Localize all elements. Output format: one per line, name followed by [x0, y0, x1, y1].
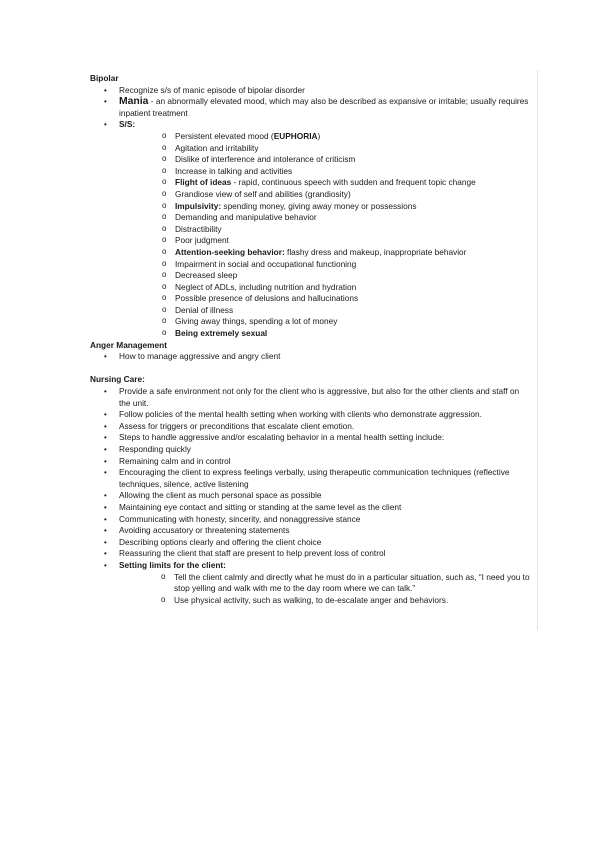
- list-item: • Mania - an abnormally elevated mood, which may also be described as expansive or irritable; usually requires inpatient treatment: [104, 96, 529, 118]
- circle-bullet-icon: o: [162, 223, 167, 233]
- list-item: o Impulsivity: spending money, giving away money or possessions: [162, 200, 417, 211]
- list-item: o Increase in talking and activities: [162, 165, 293, 176]
- bullet-icon: •: [104, 502, 107, 512]
- list-item: o Persistent elevated mood (EUPHORIA): [162, 130, 321, 141]
- list-item: • Maintaining eye contact and sitting or standing at the same level as the client: [104, 501, 402, 512]
- circle-bullet-icon: o: [162, 246, 167, 256]
- bullet-icon: •: [104, 445, 107, 454]
- list-item: o Attention-seeking behavior: flashy dress and makeup, inappropriate behavior: [162, 246, 467, 257]
- bullet-icon: •: [104, 85, 107, 95]
- document-content: [90, 73, 530, 606]
- list-item: • Avoiding accusatory or threatening statements: [104, 525, 290, 536]
- bullet-icon: •: [104, 514, 107, 524]
- list-item: o Demanding and manipulative behavior: [162, 212, 317, 223]
- bullet-icon: •: [104, 456, 107, 466]
- circle-bullet-icon: o: [162, 328, 167, 338]
- bullet-icon: •: [104, 549, 107, 559]
- circle-bullet-icon: o: [162, 281, 167, 291]
- list-item: o Impairment in social and occupational functioning: [162, 258, 357, 269]
- circle-bullet-icon: o: [162, 212, 167, 222]
- circle-bullet-icon: o: [161, 594, 166, 604]
- list-item: o Possible presence of delusions and hallucinations: [162, 293, 359, 304]
- bipolar-list: [90, 85, 530, 340]
- setting-limits-label: Setting limits for the client:: [119, 559, 226, 570]
- list-item: • Recognize s/s of manic episode of bipolar disorder: [104, 84, 305, 95]
- setting-limits-list: [119, 572, 530, 607]
- circle-bullet-icon: o: [162, 200, 167, 210]
- list-item: • How to manage aggressive and angry client: [104, 351, 281, 362]
- list-item: • Communicating with honesty, sincerity, and nonaggressive stance: [104, 513, 361, 524]
- list-item: • Reassuring the client that staff are present to help prevent loss of control: [104, 548, 386, 559]
- nursing-care-heading: Nursing Care:: [90, 374, 145, 385]
- circle-bullet-icon: o: [162, 130, 167, 140]
- list-item: • Encouraging the client to express feelings verbally, using therapeutic communication techniques (reflective techniques, silence, active listening: [104, 467, 510, 489]
- bullet-icon: •: [104, 97, 107, 107]
- bullet-icon: •: [104, 410, 107, 420]
- list-item: • Allowing the client as much personal space as possible: [104, 490, 322, 501]
- list-item: • Remaining calm and in control: [104, 455, 231, 466]
- list-item: o Flight of ideas - rapid, continuous speech with sudden and frequent topic change: [162, 177, 476, 188]
- list-item: o Decreased sleep: [162, 270, 238, 281]
- circle-bullet-icon: o: [162, 165, 167, 175]
- list-item: o Grandiose view of self and abilities (grandiosity): [162, 188, 351, 199]
- circle-bullet-icon: o: [162, 258, 167, 268]
- list-item: o Being extremely sexual: [162, 328, 268, 339]
- list-item: • Describing options clearly and offering the client choice: [104, 536, 322, 547]
- list-item: • Assess for triggers or preconditions that escalate client emotion.: [104, 420, 355, 431]
- bullet-icon: •: [104, 560, 107, 570]
- circle-bullet-icon: o: [162, 235, 167, 245]
- circle-bullet-icon: o: [162, 188, 167, 198]
- list-item: o Denial of illness: [162, 304, 234, 315]
- bullet-icon: •: [104, 468, 107, 478]
- circle-bullet-icon: o: [162, 316, 167, 326]
- anger-management-heading: Anger Management: [90, 339, 167, 350]
- bullet-icon: •: [104, 491, 107, 501]
- bullet-icon: •: [104, 433, 107, 443]
- bullet-icon: •: [104, 526, 107, 536]
- page-margin-line: [537, 70, 538, 630]
- bipolar-heading: Bipolar: [90, 73, 119, 83]
- list-item: • Follow policies of the mental health setting when working with clients who demonstrate aggression.: [104, 409, 482, 420]
- circle-bullet-icon: o: [162, 142, 167, 152]
- bullet-icon: •: [104, 537, 107, 547]
- bullet-icon: •: [104, 421, 107, 431]
- circle-bullet-icon: o: [162, 154, 167, 164]
- list-item: o Poor judgment: [162, 235, 229, 246]
- list-item: [90, 560, 530, 606]
- list-item: • Responding quickly: [104, 444, 191, 454]
- circle-bullet-icon: o: [162, 293, 167, 303]
- circle-bullet-icon: o: [162, 270, 167, 280]
- list-item: o Use physical activity, such as walking, to de-escalate anger and behaviors.: [161, 594, 449, 605]
- list-item: o Distractibility: [162, 223, 222, 234]
- circle-bullet-icon: o: [161, 571, 166, 581]
- list-item: o Agitation and irritability: [162, 142, 259, 153]
- ss-label: S/S:: [119, 119, 136, 130]
- list-item: • Provide a safe environment not only for the client who is aggressive, but also for the other clients and staff on the unit.: [104, 386, 520, 408]
- list-item: [90, 119, 530, 339]
- circle-bullet-icon: o: [162, 177, 167, 187]
- ss-list: [119, 131, 530, 340]
- list-item: o Tell the client calmly and directly what he must do in a particular situation, such as, “I need you to stop yelling and walk with me to the day room where we can talk.”: [161, 571, 530, 594]
- nursing-care-list: [90, 386, 530, 606]
- bullet-icon: •: [104, 120, 107, 130]
- bullet-icon: •: [104, 352, 107, 362]
- list-item: o Giving away things, spending a lot of money: [162, 316, 338, 327]
- list-item: • Steps to handle aggressive and/or escalating behavior in a mental health setting include:: [104, 432, 445, 443]
- circle-bullet-icon: o: [162, 304, 167, 314]
- bullet-icon: •: [104, 387, 107, 397]
- list-item: o Neglect of ADLs, including nutrition and hydration: [162, 281, 357, 292]
- mania-term: Mania: [119, 96, 149, 108]
- list-item: o Dislike of interference and intolerance of criticism: [162, 154, 356, 165]
- anger-list: [90, 351, 530, 363]
